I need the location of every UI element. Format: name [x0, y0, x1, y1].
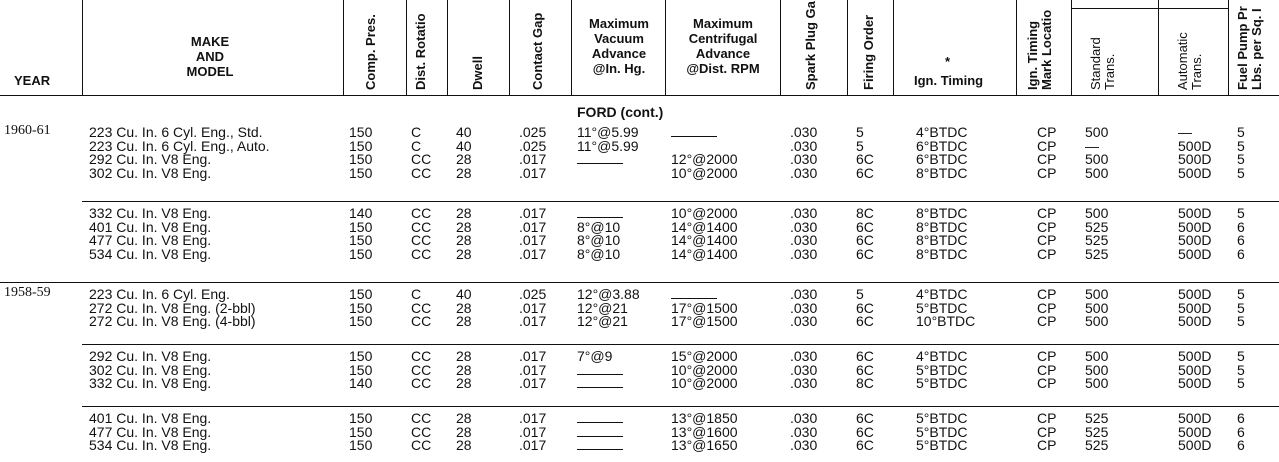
cell-std: 500 — [1085, 286, 1109, 302]
header-firing-order: Firing Order — [861, 14, 876, 90]
cell-plug: .030 — [790, 423, 818, 440]
header-dist-rotation: Dist. Rotatio — [413, 13, 428, 90]
cell-plug: .030 — [790, 348, 818, 364]
blank-line — [577, 153, 623, 164]
cell-mark: CP — [1037, 410, 1057, 426]
cell-cent: 14°@1400 — [671, 218, 738, 235]
cell-plug: .030 — [790, 361, 818, 378]
cell-fo: 6C — [856, 437, 874, 453]
cell-rot: C — [411, 286, 422, 302]
cell-mark: CP — [1037, 313, 1057, 329]
cell-std: 525 — [1085, 232, 1109, 248]
cell-comp: 150 — [349, 410, 373, 426]
cell-timing: 5°BTDC — [916, 410, 968, 426]
cell-gap: .017 — [519, 164, 547, 181]
cell-gap: .017 — [519, 299, 547, 316]
cell-fuel: 6 — [1237, 437, 1245, 453]
column-rule — [406, 0, 407, 95]
cell-auto: 500D — [1178, 410, 1212, 426]
cell-gap: .017 — [519, 232, 547, 248]
header-make-model: MAKE AND MODEL — [186, 34, 234, 79]
cell-comp: 150 — [349, 361, 373, 378]
cell-gap: .017 — [519, 375, 547, 391]
cell-rot: CC — [411, 299, 432, 316]
cell-fo: 6C — [856, 151, 874, 167]
cell-auto: 500D — [1178, 423, 1212, 440]
cell-fo: 5 — [856, 137, 864, 154]
group-divider — [0, 282, 1279, 283]
cell-timing: 5°BTDC — [916, 375, 968, 391]
cell-plug: .030 — [790, 124, 818, 140]
cell-mark: CP — [1037, 232, 1057, 248]
cell-comp: 150 — [349, 423, 373, 440]
cell-timing: 10°BTDC — [916, 313, 976, 329]
cell-std: 500 — [1085, 348, 1109, 364]
cell-model: 292 Cu. In. V8 Eng. — [89, 151, 212, 167]
cell-dwell: 28 — [456, 375, 472, 391]
cell-fo: 6C — [856, 423, 874, 440]
header-standard-trans: Standard Trans. — [1088, 37, 1117, 90]
cell-fo: 8C — [856, 205, 874, 221]
cell-gap: .017 — [519, 423, 547, 440]
cell-rot: CC — [411, 232, 432, 248]
cell-cent: 10°@2000 — [671, 375, 738, 391]
cell-mark: CP — [1037, 245, 1057, 262]
cell-mark: CP — [1037, 286, 1057, 302]
cell-plug: .030 — [790, 137, 818, 154]
cell-plug: .030 — [790, 375, 818, 391]
cell-comp: 150 — [349, 232, 373, 248]
cell-timing: 5°BTDC — [916, 299, 968, 316]
cell-dwell: 28 — [456, 205, 472, 221]
cell-auto: 500D — [1178, 164, 1212, 181]
cell-fuel: 5 — [1237, 361, 1245, 378]
cell-fo: 6C — [856, 313, 874, 329]
cell-auto: 500D — [1178, 286, 1212, 302]
cell-timing: 4°BTDC — [916, 286, 968, 302]
cell-cent: 17°@1500 — [671, 299, 738, 316]
cell-comp: 150 — [349, 218, 373, 235]
cell-fuel: 5 — [1237, 164, 1245, 181]
column-rule — [571, 0, 572, 95]
cell-plug: .030 — [790, 437, 818, 453]
header-year: YEAR — [14, 73, 51, 88]
cell-gap: .017 — [519, 410, 547, 426]
cell-dwell: 28 — [456, 361, 472, 378]
cell-vac: 8°@10 — [577, 218, 621, 235]
cell-cent: 13°@1600 — [671, 423, 738, 440]
cell-std: 500 — [1085, 299, 1109, 316]
cell-model: 223 Cu. In. 6 Cyl. Eng., Std. — [89, 124, 263, 140]
blank-line — [577, 426, 623, 437]
cell-auto: 500D — [1178, 313, 1212, 329]
cell-dwell: 28 — [456, 348, 472, 364]
cell-comp: 150 — [349, 151, 373, 167]
table-row — [0, 313, 1279, 329]
cell-mark: CP — [1037, 137, 1057, 154]
cell-gap: .025 — [519, 124, 547, 140]
cell-comp: 140 — [349, 205, 373, 221]
cell-model: 302 Cu. In. V8 Eng. — [89, 164, 212, 181]
cell-gap: .017 — [519, 151, 547, 167]
cell-rot: C — [411, 137, 422, 154]
cell-mark: CP — [1037, 205, 1057, 221]
cell-std: 500 — [1085, 205, 1109, 221]
cell-comp: 150 — [349, 137, 373, 154]
cell-auto: 500D — [1178, 348, 1212, 364]
cell-cent: 13°@1650 — [671, 437, 738, 453]
header-ign-timing-mark: Ign. Timing Mark Locatio — [1025, 9, 1054, 90]
cell-fo: 5 — [856, 286, 864, 302]
cell-fo: 6C — [856, 218, 874, 235]
cell-auto: 500D — [1178, 245, 1212, 262]
cell-rot: CC — [411, 348, 432, 364]
column-rule — [1158, 0, 1159, 95]
year-label: 1958-59 — [4, 285, 51, 300]
year-label: 1960-61 — [4, 123, 51, 138]
cell-timing: 4°BTDC — [916, 348, 968, 364]
cell-gap: .017 — [519, 218, 547, 235]
cell-plug: .030 — [790, 245, 818, 262]
header-rule — [1071, 8, 1228, 9]
cell-fo: 6C — [856, 232, 874, 248]
cell-comp: 150 — [349, 286, 373, 302]
blank-line — [671, 126, 717, 137]
cell-vac: 12°@21 — [577, 313, 628, 329]
cell-cent: 17°@1500 — [671, 313, 738, 329]
cell-rot: CC — [411, 361, 432, 378]
cell-std: — — [1085, 137, 1099, 154]
cell-mark: CP — [1037, 218, 1057, 235]
cell-rot: C — [411, 124, 422, 140]
header-rule — [0, 95, 1279, 96]
cell-fo: 6C — [856, 245, 874, 262]
cell-cent: 14°@1400 — [671, 245, 738, 262]
cell-vac: 12°@21 — [577, 299, 628, 316]
cell-gap: .025 — [519, 286, 547, 302]
cell-plug: .030 — [790, 151, 818, 167]
column-rule — [665, 0, 666, 95]
cell-plug: .030 — [790, 410, 818, 426]
blank-line — [577, 377, 623, 388]
cell-fuel: 6 — [1237, 423, 1245, 440]
cell-mark: CP — [1037, 361, 1057, 378]
cell-mark: CP — [1037, 124, 1057, 140]
cell-fuel: 5 — [1237, 348, 1245, 364]
group-divider — [82, 201, 1279, 202]
cell-model: 272 Cu. In. V8 Eng. (2-bbl) — [89, 299, 256, 316]
cell-dwell: 28 — [456, 313, 472, 329]
cell-mark: CP — [1037, 437, 1057, 453]
blank-line — [577, 207, 623, 218]
column-rule — [82, 0, 83, 95]
cell-timing: 8°BTDC — [916, 164, 968, 181]
cell-auto: 500D — [1178, 232, 1212, 248]
cell-model: 401 Cu. In. V8 Eng. — [89, 218, 212, 235]
cell-auto: 500D — [1178, 361, 1212, 378]
cell-gap: .017 — [519, 348, 547, 364]
cell-timing: 4°BTDC — [916, 124, 968, 140]
cell-fuel: 5 — [1237, 286, 1245, 302]
cell-mark: CP — [1037, 151, 1057, 167]
cell-auto: 500D — [1178, 299, 1212, 316]
cell-fo: 5 — [856, 124, 864, 140]
cell-vac: 7°@9 — [577, 348, 613, 364]
cell-rot: CC — [411, 218, 432, 235]
cell-std: 500 — [1085, 313, 1109, 329]
cell-auto: — — [1178, 124, 1192, 140]
cell-rot: CC — [411, 410, 432, 426]
cell-plug: .030 — [790, 232, 818, 248]
header-comp-pres: Comp. Pres. — [363, 14, 378, 90]
cell-auto: 500D — [1178, 205, 1212, 221]
cell-cent: 13°@1850 — [671, 410, 738, 426]
header-ign-timing-star: * — [945, 54, 951, 69]
cell-cent: 10°@2000 — [671, 164, 738, 181]
cell-fuel: 6 — [1237, 232, 1245, 248]
cell-dwell: 28 — [456, 232, 472, 248]
cell-fuel: 5 — [1237, 124, 1245, 140]
table-row — [0, 375, 1279, 391]
cell-dwell: 28 — [456, 437, 472, 453]
cell-std: 500 — [1085, 375, 1109, 391]
cell-plug: .030 — [790, 164, 818, 181]
header-fuel-pump: Fuel Pump Pr Lbs. per Sq. I — [1235, 6, 1264, 90]
header-dwell: Dwell — [470, 56, 485, 90]
table-row — [0, 246, 1279, 262]
column-rule — [847, 0, 848, 95]
cell-comp: 150 — [349, 299, 373, 316]
header-contact-gap: Contact Gap — [530, 12, 545, 90]
cell-model: 534 Cu. In. V8 Eng. — [89, 245, 212, 262]
cell-plug: .030 — [790, 313, 818, 329]
cell-fuel: 5 — [1237, 137, 1245, 154]
cell-model: 223 Cu. In. 6 Cyl. Eng., Auto. — [89, 137, 270, 154]
cell-timing: 5°BTDC — [916, 361, 968, 378]
cell-fuel: 5 — [1237, 375, 1245, 391]
column-rule — [343, 0, 344, 95]
cell-cent: 10°@2000 — [671, 361, 738, 378]
cell-dwell: 28 — [456, 299, 472, 316]
blank-line — [577, 439, 623, 450]
cell-timing: 8°BTDC — [916, 205, 968, 221]
column-rule — [447, 0, 448, 95]
cell-model: 292 Cu. In. V8 Eng. — [89, 348, 212, 364]
cell-dwell: 28 — [456, 245, 472, 262]
cell-fuel: 5 — [1237, 205, 1245, 221]
cell-timing: 8°BTDC — [916, 245, 968, 262]
cell-fuel: 6 — [1237, 245, 1245, 262]
cell-fo: 6C — [856, 361, 874, 378]
header-max-vacuum: Maximum Vacuum Advance @In. Hg. — [589, 16, 649, 76]
cell-vac: 8°@10 — [577, 245, 621, 262]
cell-comp: 150 — [349, 313, 373, 329]
column-rule — [1016, 0, 1017, 95]
cell-dwell: 28 — [456, 151, 472, 167]
cell-plug: .030 — [790, 299, 818, 316]
cell-rot: CC — [411, 437, 432, 453]
cell-fo: 6C — [856, 299, 874, 316]
cell-dwell: 28 — [456, 218, 472, 235]
header-max-centrifugal: Maximum Centrifugal Advance @Dist. RPM — [686, 16, 760, 76]
cell-model: 477 Cu. In. V8 Eng. — [89, 423, 212, 440]
cell-fo: 8C — [856, 375, 874, 391]
cell-gap: .017 — [519, 205, 547, 221]
cell-fuel: 5 — [1237, 313, 1245, 329]
header-spark-plug-gap: Spark Plug Ga — [803, 1, 818, 90]
cell-auto: 500D — [1178, 375, 1212, 391]
cell-mark: CP — [1037, 164, 1057, 181]
cell-model: 534 Cu. In. V8 Eng. — [89, 437, 212, 453]
cell-vac — [577, 437, 623, 453]
cell-dwell: 40 — [456, 137, 472, 154]
cell-rot: CC — [411, 375, 432, 391]
cell-timing: 6°BTDC — [916, 137, 968, 154]
cell-comp: 140 — [349, 375, 373, 391]
cell-model: 332 Cu. In. V8 Eng. — [89, 375, 212, 391]
cell-gap: .017 — [519, 313, 547, 329]
cell-mark: CP — [1037, 375, 1057, 391]
cell-vac: 12°@3.88 — [577, 286, 640, 302]
cell-vac: 11°@5.99 — [577, 124, 639, 140]
cell-fo: 6C — [856, 348, 874, 364]
cell-rot: CC — [411, 245, 432, 262]
cell-fuel: 5 — [1237, 151, 1245, 167]
cell-comp: 150 — [349, 437, 373, 453]
cell-cent: 12°@2000 — [671, 151, 738, 167]
cell-fuel: 6 — [1237, 410, 1245, 426]
blank-line — [577, 412, 623, 423]
cell-fo: 6C — [856, 164, 874, 181]
cell-model: 223 Cu. In. 6 Cyl. Eng. — [89, 286, 230, 302]
cell-model: 302 Cu. In. V8 Eng. — [89, 361, 212, 378]
cell-cent: 14°@1400 — [671, 232, 738, 248]
column-rule — [780, 0, 781, 95]
cell-timing: 8°BTDC — [916, 218, 968, 235]
cell-vac — [577, 375, 623, 391]
cell-cent: 15°@2000 — [671, 348, 738, 364]
cell-mark: CP — [1037, 348, 1057, 364]
cell-vac: 11°@5.99 — [577, 137, 639, 154]
cell-mark: CP — [1037, 299, 1057, 316]
cell-vac: 8°@10 — [577, 232, 621, 248]
cell-auto: 500D — [1178, 137, 1212, 154]
cell-fuel: 6 — [1237, 218, 1245, 235]
cell-mark: CP — [1037, 423, 1057, 440]
cell-fuel: 5 — [1237, 299, 1245, 316]
column-rule — [893, 0, 894, 95]
cell-rot: CC — [411, 423, 432, 440]
cell-std: 525 — [1085, 437, 1109, 453]
header-ign-timing: Ign. Timing — [914, 73, 984, 88]
cell-std: 525 — [1085, 410, 1109, 426]
cell-plug: .030 — [790, 205, 818, 221]
cell-comp: 150 — [349, 348, 373, 364]
cell-std: 525 — [1085, 218, 1109, 235]
cell-rot: CC — [411, 164, 432, 181]
cell-cent: 10°@2000 — [671, 205, 738, 221]
cell-std: 500 — [1085, 164, 1109, 181]
cell-fo: 6C — [856, 410, 874, 426]
column-rule — [1071, 0, 1072, 95]
cell-std: 525 — [1085, 423, 1109, 440]
group-divider — [82, 344, 1279, 345]
cell-comp: 150 — [349, 164, 373, 181]
cell-std: 500 — [1085, 124, 1109, 140]
cell-model: 332 Cu. In. V8 Eng. — [89, 205, 212, 221]
cell-comp: 150 — [349, 245, 373, 262]
column-rule — [1228, 0, 1229, 95]
section-title: FORD (cont.) — [577, 104, 664, 120]
group-divider — [82, 406, 1279, 407]
cell-comp: 150 — [349, 124, 373, 140]
cell-timing: 6°BTDC — [916, 151, 968, 167]
cell-auto: 500D — [1178, 437, 1212, 453]
cell-rot: CC — [411, 151, 432, 167]
table-row — [0, 437, 1279, 453]
cell-gap: .017 — [519, 361, 547, 378]
cell-dwell: 28 — [456, 410, 472, 426]
header-automatic-trans: Automatic Trans. — [1175, 32, 1204, 90]
cell-gap: .025 — [519, 137, 547, 154]
cell-dwell: 40 — [456, 286, 472, 302]
cell-dwell: 40 — [456, 124, 472, 140]
cell-std: 500 — [1085, 361, 1109, 378]
blank-line — [577, 364, 623, 375]
cell-model: 401 Cu. In. V8 Eng. — [89, 410, 212, 426]
cell-timing: 5°BTDC — [916, 437, 968, 453]
column-rule — [509, 0, 510, 95]
cell-model: 477 Cu. In. V8 Eng. — [89, 232, 212, 248]
cell-auto: 500D — [1178, 218, 1212, 235]
cell-dwell: 28 — [456, 423, 472, 440]
cell-plug: .030 — [790, 286, 818, 302]
cell-std: 500 — [1085, 151, 1109, 167]
cell-model: 272 Cu. In. V8 Eng. (4-bbl) — [89, 313, 256, 329]
cell-dwell: 28 — [456, 164, 472, 181]
cell-rot: CC — [411, 313, 432, 329]
cell-timing: 5°BTDC — [916, 423, 968, 440]
cell-auto: 500D — [1178, 151, 1212, 167]
cell-plug: .030 — [790, 218, 818, 235]
cell-timing: 8°BTDC — [916, 232, 968, 248]
cell-rot: CC — [411, 205, 432, 221]
cell-gap: .017 — [519, 245, 547, 262]
table-row — [0, 165, 1279, 181]
cell-std: 525 — [1085, 245, 1109, 262]
cell-gap: .017 — [519, 437, 547, 453]
blank-line — [671, 288, 717, 299]
